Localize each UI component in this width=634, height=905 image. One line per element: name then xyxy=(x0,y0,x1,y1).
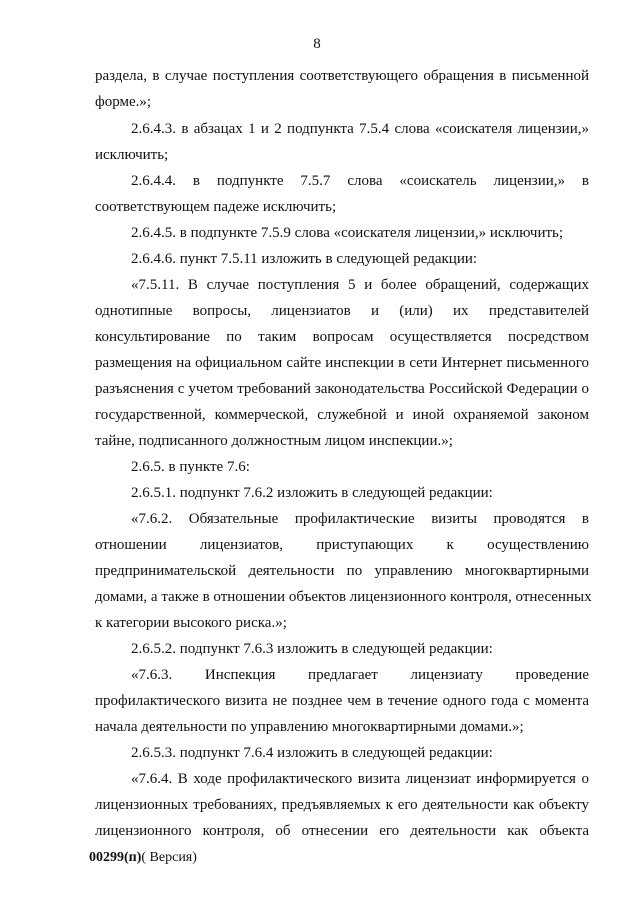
text-line: предпринимательской деятельности по управлению многоквартирными xyxy=(95,563,589,579)
text-line: 2.6.4.5. в подпункте 7.5.9 слова «соискателя лицензии,» исключить; xyxy=(131,225,564,241)
text-line: форме.»; xyxy=(95,94,152,110)
text-line: 2.6.4.4. в подпункте 7.5.7 слова «соискатель лицензии,» в xyxy=(131,173,589,189)
text-line: разъяснения с учетом требований законодательства Российской Федерации о xyxy=(95,381,589,397)
text-line: однотипные вопросы, лицензиатов и (или) их представителей xyxy=(95,303,589,319)
footer xyxy=(89,850,197,866)
text-line: начала деятельности по управлению многоквартирными домами.»; xyxy=(95,719,524,735)
text-line: размещения на официальном сайте инспекции в сети Интернет письменного xyxy=(95,355,589,371)
text-line: исключить; xyxy=(95,147,169,163)
text-line: государственной, коммерческой, служебной и иной охраняемой законом xyxy=(95,407,589,423)
text-line: 2.6.5. в пункте 7.6: xyxy=(131,459,250,475)
text-line: лицензионного контроля, об отнесении его деятельности как объекта xyxy=(95,823,589,839)
text-line: 2.6.5.3. подпункт 7.6.4 изложить в следующей редакции: xyxy=(131,745,493,761)
text-line: лицензионных требованиях, предъявляемых к его деятельности как объекту xyxy=(95,797,589,813)
text-line: 2.6.5.2. подпункт 7.6.3 изложить в следующей редакции: xyxy=(131,641,493,657)
text-line: «7.6.3. Инспекция предлагает лицензиату проведение xyxy=(131,667,589,683)
document-version: ( Версия) xyxy=(141,850,197,865)
text-line: консультирование по таким вопросам осуществляется посредством xyxy=(95,329,589,345)
text-line: 2.6.4.6. пункт 7.5.11 изложить в следующей редакции: xyxy=(131,251,478,267)
text-line: «7.6.4. В ходе профилактического визита лицензиат информируется о xyxy=(131,771,589,787)
text-line: соответствующем падеже исключить; xyxy=(95,199,337,215)
page-number: 8 xyxy=(313,36,321,52)
text-line: к категории высокого риска.»; xyxy=(95,615,287,631)
text-line: домами, а также в отношении объектов лицензионного контроля, отнесенных xyxy=(95,589,592,605)
text-line: «7.5.11. В случае поступления 5 и более обращений, содержащих xyxy=(131,277,589,293)
text-line: отношении лицензиатов, приступающих к осуществлению xyxy=(95,537,589,553)
text-line: тайне, подписанного должностным лицом инспекции.»; xyxy=(95,433,453,449)
text-line: профилактического визита не позднее чем в течение одного года с момента xyxy=(95,693,589,709)
document-code: 00299(п) xyxy=(89,850,142,865)
text-line: 2.6.4.3. в абзацах 1 и 2 подпункта 7.5.4 слова «соискателя лицензии,» xyxy=(131,121,589,137)
text-line: раздела, в случае поступления соответствующего обращения в письменной xyxy=(95,68,589,84)
text-line: «7.6.2. Обязательные профилактические визиты проводятся в xyxy=(131,511,589,527)
text-line: 2.6.5.1. подпункт 7.6.2 изложить в следующей редакции: xyxy=(131,485,493,501)
